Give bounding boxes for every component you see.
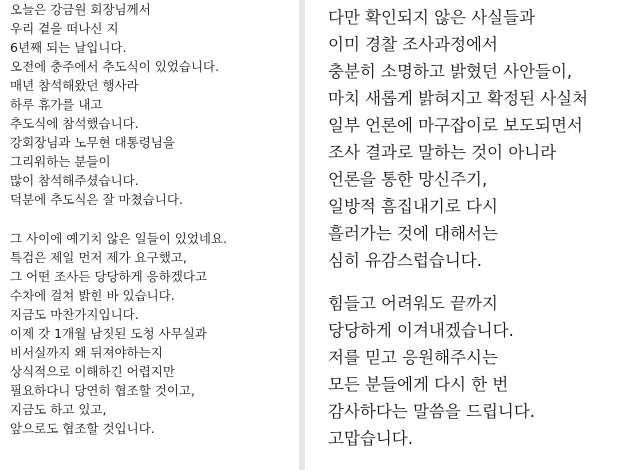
text-line: 감사하다는 말씀을 드립니다. bbox=[328, 402, 536, 421]
text-line: 상식적으로 이해하긴 어렵지만 bbox=[10, 364, 175, 379]
left-text-panel bbox=[0, 0, 298, 470]
text-line: 그 사이에 예기치 않은 일들이 있었네요. bbox=[10, 231, 228, 246]
text-line: 이제 갓 1개월 남짓된 도청 사무실과 bbox=[10, 326, 207, 341]
text-line: 덕분에 추도식은 잘 마쳤습니다. bbox=[10, 192, 183, 207]
text-line: 특검은 제일 먼저 제가 요구했고, bbox=[10, 250, 187, 265]
text-line: 흘러가는 것에 대해서는 bbox=[328, 224, 498, 243]
text-line: 지금도 마찬가지입니다. bbox=[10, 307, 139, 322]
text-line: 지금도 하고 있고, bbox=[10, 402, 107, 417]
text-line: 저를 믿고 응원해주시는 bbox=[328, 348, 498, 367]
text-line: 매년 참석해왔던 행사라 bbox=[10, 78, 139, 93]
text-line: 힘들고 어려워도 끝까지 bbox=[328, 294, 498, 313]
text-line: 앞으로도 협조할 것입니다. bbox=[10, 421, 155, 436]
text-line: 우리 곁을 떠나신 지 bbox=[10, 21, 119, 36]
text-line: 그 어떤 조사든 당당하게 응하겠다고 bbox=[10, 269, 208, 284]
text-line: 하루 휴가를 내고 bbox=[10, 97, 103, 112]
text-line: 강회장님과 노무현 대통령님을 bbox=[10, 135, 175, 150]
text-line: 오늘은 강금원 회장님께서 bbox=[10, 2, 151, 17]
text-line: 다만 확인되지 않은 사실들과 bbox=[328, 8, 536, 27]
text-line: 충분히 소명하고 밝혔던 사안들이, bbox=[328, 62, 573, 81]
text-line: 당당하게 이겨내겠습니다. bbox=[328, 321, 514, 340]
text-line: 비서실까지 왜 뒤져야하는지 bbox=[10, 345, 163, 360]
text-line: 마치 새롭게 밝혀지고 확정된 사실처 bbox=[328, 89, 589, 108]
text-line: 심히 유감스럽습니다. bbox=[328, 251, 482, 270]
text-line: 추도식에 참석했습니다. bbox=[10, 116, 139, 131]
text-line: 고맙습니다. bbox=[328, 429, 413, 448]
right-text-panel bbox=[306, 0, 640, 470]
text-line: 필요하다니 당연히 협조할 것이고, bbox=[10, 383, 195, 398]
text-line: 이미 경찰 조사과정에서 bbox=[328, 35, 498, 54]
text-line: 수차에 걸쳐 밝힌 바 있습니다. bbox=[10, 288, 175, 303]
text-line: 일방적 흠집내기로 다시 bbox=[328, 197, 498, 216]
text-line: 많이 참석해주셨습니다. bbox=[10, 173, 139, 188]
text-line: 6년째 되는 날입니다. bbox=[10, 40, 127, 55]
text-line: 조사 결과로 말하는 것이 아니라 bbox=[328, 143, 557, 162]
panel-divider bbox=[299, 0, 305, 470]
text-line: 그리워하는 분들이 bbox=[10, 154, 111, 169]
text-line: 언론을 통한 망신주기, bbox=[328, 170, 488, 189]
text-line: 모든 분들에게 다시 한 번 bbox=[328, 375, 509, 394]
text-line: 오전에 충주에서 추도식이 있었습니다. bbox=[10, 59, 220, 74]
text-line: 일부 언론에 마구잡이로 보도되면서 bbox=[328, 116, 583, 135]
